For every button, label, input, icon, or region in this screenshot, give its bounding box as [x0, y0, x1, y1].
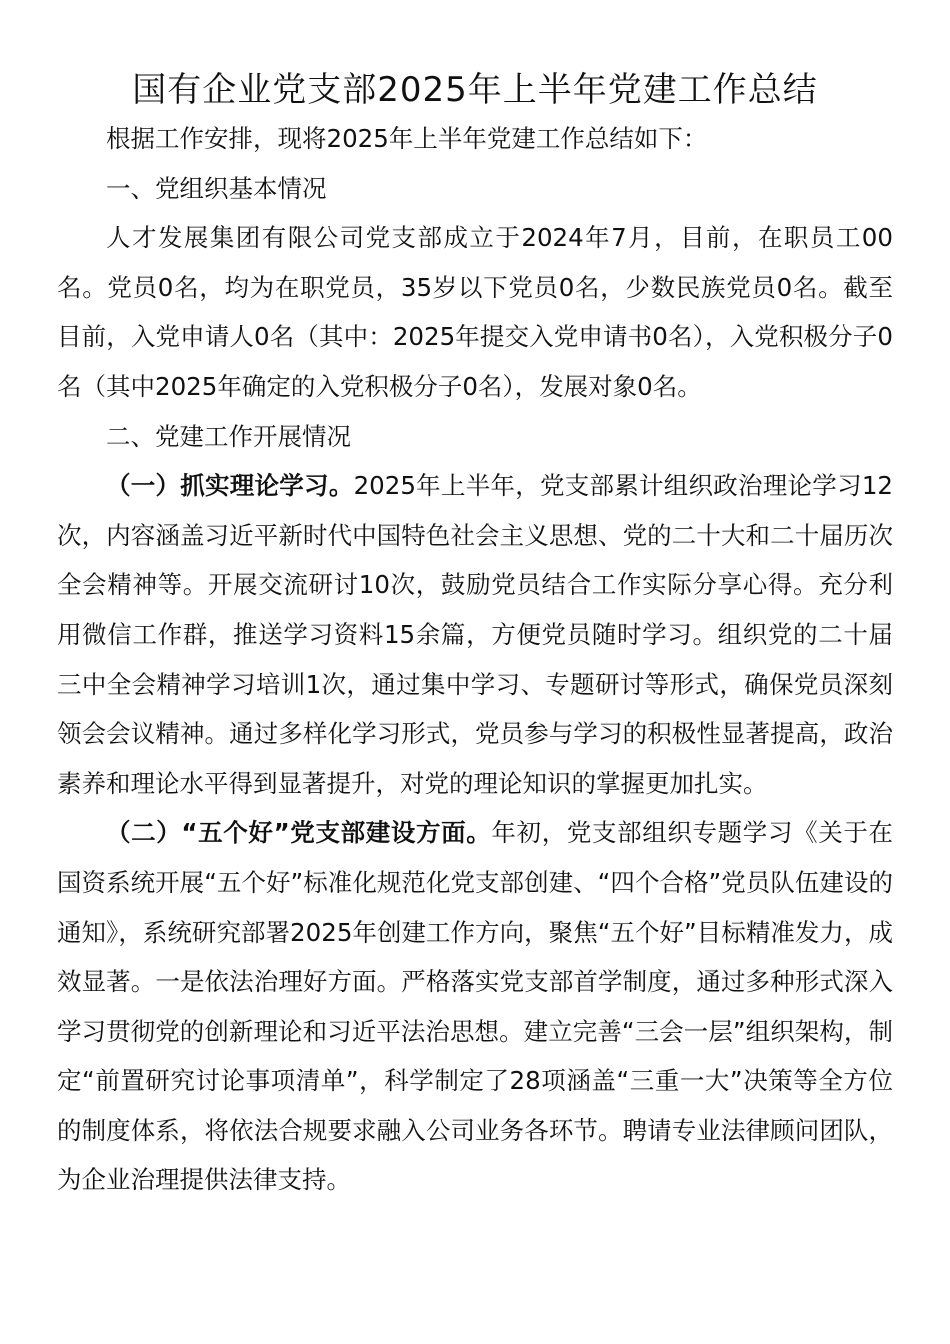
- document-title: 国有企业党支部2025年上半年党建工作总结: [132, 70, 818, 110]
- five-good-paragraph: [57, 808, 893, 1205]
- five-good-text: 年初，党支部组织专题学习《关于在国资系统开展“五个好”标准化规范化党支部创建、“四个合格”党员队伍建设的通知》，系统研究部署2025年创建工作方向，聚焦“五个好”目标精准发力，成效显著。一是依法治理好方面。严格落实党支部首学制度，通过多种形式深入学习贯彻党的创新理论和习近平法治思想。建立完善“三会一层”组织架构，制定“前置研究讨论事项清单”，科学制定了28项涵盖“三重一大”决策等全方位的制度体系，将依法合规要求融入公司业务各环节。聘请专业法律顾问团队，为企业治理提供法律支持。: [57, 818, 893, 1195]
- section-heading-1: [57, 164, 893, 214]
- basic-info-text: 人才发展集团有限公司党支部成立于2024年7月，目前，在职员工00名。党员0名，均为在职党员，35岁以下党员0名，少数民族党员0名。截至目前，入党申请人0名（其中：2025年提交入党申请书0名），入党积极分子0名（其中2025年确定的入党积极分子0名），发展对象0名。: [57, 223, 893, 401]
- section-heading-2-text: 二、党建工作开展情况: [106, 421, 351, 451]
- basic-info-paragraph: [57, 213, 893, 411]
- five-good-heading: （二）“五个好”党支部建设方面。: [106, 818, 492, 848]
- theory-study-heading: （一）抓实理论学习。: [106, 471, 354, 501]
- intro-text: 根据工作安排，现将2025年上半年党建工作总结如下：: [106, 124, 708, 153]
- theory-study-text: 2025年上半年，党支部累计组织政治理论学习12次，内容涵盖习近平新时代中国特色社会主义思想、党的二十大和二十届历次全会精神等。开展交流研讨10次，鼓励党员结合工作实际分享心得。充分利用微信工作群，推送学习资料15余篇，方便党员随时学习。组织党的二十届三中全会精神学习培训1次，通过集中学习、专题研讨等形式，确保党员深刻领会会议精神。通过多样化学习形式，党员参与学习的积极性显著提高，政治素养和理论水平得到显著提升，对党的理论知识的掌握更加扎实。: [57, 471, 893, 798]
- section-heading-1-text: 一、党组织基本情况: [106, 173, 327, 203]
- intro-paragraph: [57, 114, 893, 164]
- section-heading-2: [57, 412, 893, 462]
- theory-study-paragraph: [57, 461, 893, 808]
- document-body: [57, 114, 893, 1205]
